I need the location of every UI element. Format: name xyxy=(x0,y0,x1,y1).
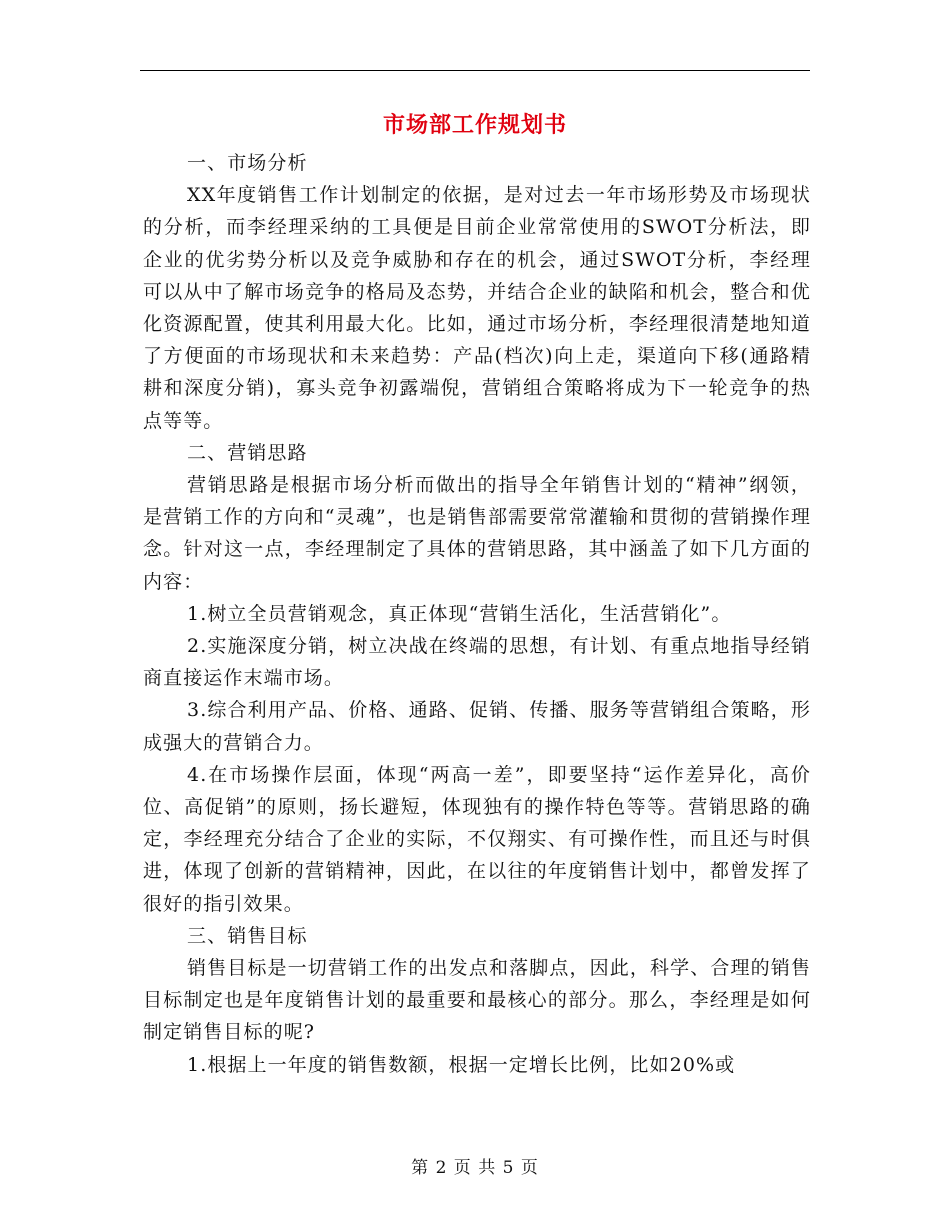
header-rule xyxy=(140,70,810,71)
list-item-1: 1.树立全员营销观念，真正体现“营销生活化，生活营销化”。 xyxy=(187,602,732,625)
paragraph-marketing-ideas: 营销思路是根据市场分析而做出的指导全年销售计划的“精神”纲领，是营销工作的方向和“灵魂”，也是销售部需要常常灌输和贯彻的营销操作理念。针对这一点，李经理制定了具体的营销思路，其中涵盖了如下几方面的内容： xyxy=(143,474,811,593)
list-item-target-1: 1.根据上一年度的销售数额，根据一定增长比例，比如20%或 xyxy=(187,1053,736,1076)
document-title: 市场部工作规划书 xyxy=(382,113,567,138)
list-item-4: 4.在市场操作层面，体现“两高一差”，即要坚持“运作差异化，高价位、高促销”的原则，扬长避短，体现独有的操作特色等等。营销思路的确定，李经理充分结合了企业的实际，不仅翔实、有可操作性，而且还与时俱进，体现了创新的营销精神，因此，在以往的年度销售计划中，都曾发挥了很好的指引效果。 xyxy=(143,763,811,915)
section-heading-sales-target: 三、销售目标 xyxy=(187,924,308,947)
section-heading-market-analysis: 一、市场分析 xyxy=(187,152,308,174)
paragraph-sales-target: 销售目标是一切营销工作的出发点和落脚点，因此，科学、合理的销售目标制定也是年度销售计划的最重要和最核心的部分。那么，李经理是如何制定销售目标的呢? xyxy=(143,957,811,1044)
list-item-3: 3.综合利用产品、价格、通路、促销、传播、服务等营销组合策略，形成强大的营销合力。 xyxy=(143,699,811,754)
list-item-2: 2.实施深度分销，树立决战在终端的思想，有计划、有重点地指导经销商直接运作末端市场。 xyxy=(143,635,811,690)
page-footer: 第 2 页 共 5 页 xyxy=(411,1158,539,1178)
document-body xyxy=(143,147,811,1081)
section-heading-marketing-ideas: 二、营销思路 xyxy=(187,441,308,464)
paragraph-market-analysis: XX年度销售工作计划制定的依据，是对过去一年市场形势及市场现状的分析，而李经理采纳的工具便是目前企业常常使用的SWOT分析法，即企业的优劣势分析以及竞争威胁和存在的机会，通过SWOT分析，李经理可以从中了解市场竞争的格局及态势，并结合企业的缺陷和机会，整合和优化资源配置，使其利用最大化。比如，通过市场分析，李经理很清楚地知道了方便面的市场现状和未来趋势：产品(档次)向上走，渠道向下移(通路精耕和深度分销)，寡头竞争初露端倪，营销组合策略将成为下一轮竞争的热点等等。 xyxy=(143,184,811,432)
